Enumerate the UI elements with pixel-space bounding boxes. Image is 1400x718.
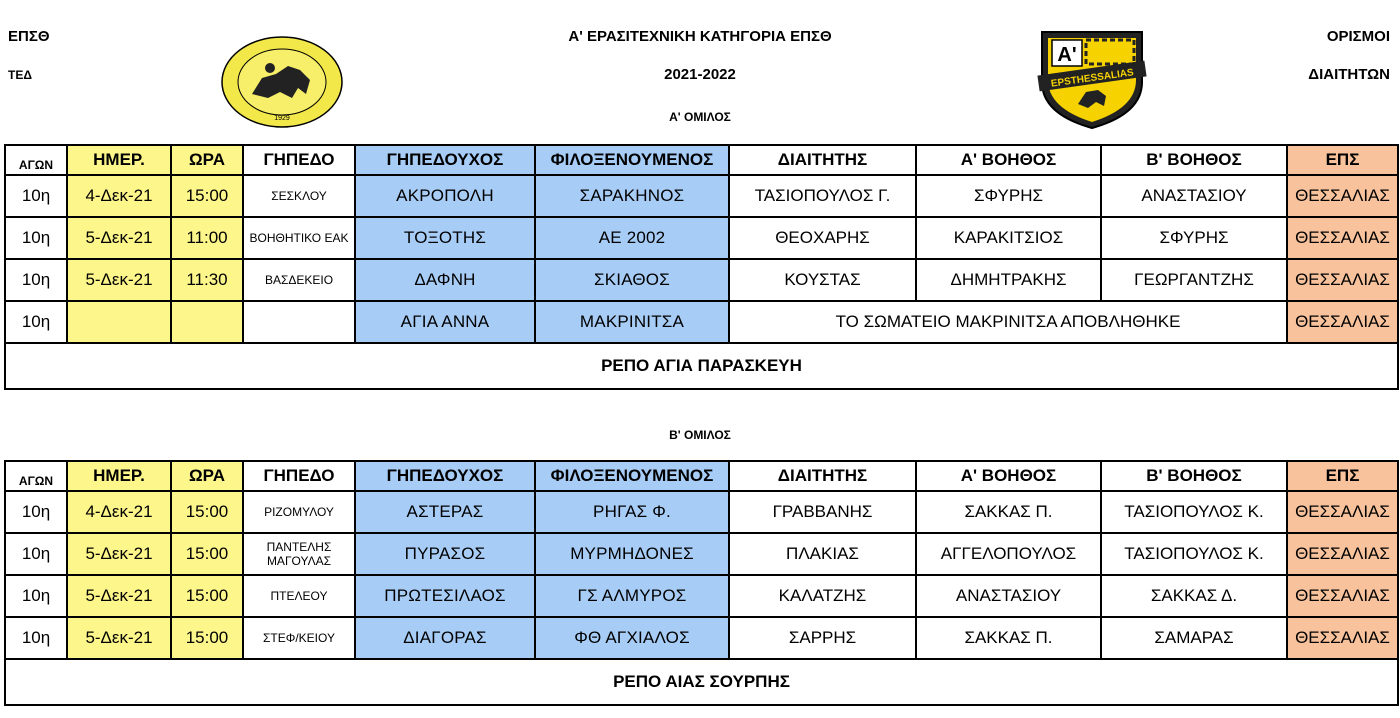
referees-label: ΔΙΑΙΤΗΤΩΝ — [1308, 66, 1390, 83]
stadium-cell: ΠΤΕΛΕΟΥ — [243, 575, 355, 617]
shield-letter: Α' — [1057, 44, 1077, 66]
col-header-round: ΑΓΩΝ — [5, 145, 67, 175]
referee-cell: ΣΑΡΡΗΣ — [729, 617, 916, 659]
table-row — [5, 259, 1398, 301]
home-team-cell: ΑΓΙΑ ΑΝΝΑ — [355, 301, 535, 343]
season: 2021-2022 — [664, 66, 736, 83]
home-team-cell: ΔΙΑΓΟΡΑΣ — [355, 617, 535, 659]
stadium-cell: ΒΑΣΔΕΚΕΙΟ — [243, 259, 355, 301]
table-row — [5, 491, 1398, 533]
eps-cell: ΘΕΣΣΑΛΙΑΣ — [1287, 617, 1398, 659]
assistant1-cell: ΣΦΥΡΗΣ — [916, 175, 1101, 217]
col-header-time: ΩΡΑ — [171, 461, 243, 491]
away-team-cell: ΡΗΓΑΣ Φ. — [535, 491, 729, 533]
home-team-cell: ΑΚΡΟΠΟΛΗ — [355, 175, 535, 217]
col-header-away: ΦΙΛΟΞΕΝΟΥΜΕΝΟΣ — [535, 461, 729, 491]
bye-row — [5, 659, 1398, 705]
date-cell: 4-Δεκ-21 — [67, 491, 171, 533]
time-cell-empty — [171, 301, 243, 343]
assistant2-cell: ΤΑΣΙΟΠΟΥΛΟΣ Κ. — [1101, 491, 1287, 533]
round-cell: 10η — [5, 575, 67, 617]
referee-cell: ΘΕΟΧΑΡΗΣ — [729, 217, 916, 259]
home-team-cell: ΤΟΞΟΤΗΣ — [355, 217, 535, 259]
committee-label: ΤΕΔ — [8, 68, 32, 82]
eps-cell: ΘΕΣΣΑΛΙΑΣ — [1287, 575, 1398, 617]
round-cell: 10η — [5, 301, 67, 343]
home-team-cell: ΔΑΦΝΗ — [355, 259, 535, 301]
stadium-cell: ΣΕΣΚΛΟΥ — [243, 175, 355, 217]
col-header-time: ΩΡΑ — [171, 145, 243, 175]
page-title: Α' ΕΡΑΣΙΤΕΧΝΙΚΗ ΚΑΤΗΓΟΡΙΑ ΕΠΣΘ — [568, 28, 832, 45]
assignments-label: ΟΡΙΣΜΟΙ — [1326, 28, 1390, 45]
table-row — [5, 617, 1398, 659]
table-row — [5, 217, 1398, 259]
referee-cell: ΠΛΑΚΙΑΣ — [729, 533, 916, 575]
bye-team-note: ΡΕΠΟ ΑΓΙΑ ΠΑΡΑΣΚΕΥΗ — [5, 343, 1398, 389]
assistant2-cell: ΑΝΑΣΤΑΣΙΟΥ — [1101, 175, 1287, 217]
eps-cell: ΘΕΣΣΑΛΙΑΣ — [1287, 259, 1398, 301]
time-cell: 15:00 — [171, 575, 243, 617]
eps-cell: ΘΕΣΣΑΛΙΑΣ — [1287, 491, 1398, 533]
table-header-row — [5, 145, 1398, 175]
group-b-title: Β' ΟΜΙΛΟΣ — [669, 428, 731, 442]
eps-cell: ΘΕΣΣΑΛΙΑΣ — [1287, 533, 1398, 575]
stadium-cell: ΣΤΕΦ/ΚΕΙΟΥ — [243, 617, 355, 659]
eps-cell: ΘΕΣΣΑΛΙΑΣ — [1287, 217, 1398, 259]
referee-cell: ΚΑΛΑΤΖΗΣ — [729, 575, 916, 617]
eps-cell: ΘΕΣΣΑΛΙΑΣ — [1287, 301, 1398, 343]
shield-band: EPSTHESSALIAS — [1050, 67, 1135, 90]
assistant1-cell: ΣΑΚΚΑΣ Π. — [916, 617, 1101, 659]
time-cell: 11:30 — [171, 259, 243, 301]
col-header-assistant2: Β' ΒΟΗΘΟΣ — [1101, 145, 1287, 175]
round-cell: 10η — [5, 491, 67, 533]
away-team-cell: ΓΣ ΑΛΜΥΡΟΣ — [535, 575, 729, 617]
expulsion-note: ΤΟ ΣΩΜΑΤΕΙΟ ΜΑΚΡΙΝΙΤΣΑ ΑΠΟΒΛΗΘΗΚΕ — [729, 301, 1287, 343]
group-a-title: Α' ΟΜΙΛΟΣ — [669, 110, 731, 124]
table-row-expelled — [5, 301, 1398, 343]
col-header-home: ΓΗΠΕΔΟΥΧΟΣ — [355, 461, 535, 491]
away-team-cell: ΣΚΙΑΘΟΣ — [535, 259, 729, 301]
referee-cell: ΓΡΑΒΒΑΝΗΣ — [729, 491, 916, 533]
assistant2-cell: ΤΑΣΙΟΠΟΥΛΟΣ Κ. — [1101, 533, 1287, 575]
home-team-cell: ΑΣΤΕΡΑΣ — [355, 491, 535, 533]
time-cell: 11:00 — [171, 217, 243, 259]
assistant2-cell: ΓΕΩΡΓΑΝΤΖΗΣ — [1101, 259, 1287, 301]
assistant2-cell: ΣΑΚΚΑΣ Δ. — [1101, 575, 1287, 617]
col-header-referee: ΔΙΑΙΤΗΤΗΣ — [729, 461, 916, 491]
assistant2-cell: ΣΦΥΡΗΣ — [1101, 217, 1287, 259]
col-header-stadium: ΓΗΠΕΔΟ — [243, 145, 355, 175]
col-header-referee: ΔΙΑΙΤΗΤΗΣ — [729, 145, 916, 175]
col-header-stadium: ΓΗΠΕΔΟ — [243, 461, 355, 491]
round-cell: 10η — [5, 175, 67, 217]
col-header-home: ΓΗΠΕΔΟΥΧΟΣ — [355, 145, 535, 175]
table-row — [5, 533, 1398, 575]
col-header-round: ΑΓΩΝ — [5, 461, 67, 491]
org-label: ΕΠΣΘ — [8, 28, 50, 45]
bye-row — [5, 343, 1398, 389]
date-cell: 5-Δεκ-21 — [67, 617, 171, 659]
away-team-cell: ΜΥΡΜΗΔΟΝΕΣ — [535, 533, 729, 575]
stadium-cell-empty — [243, 301, 355, 343]
away-team-cell: ΣΑΡΑΚΗΝΟΣ — [535, 175, 729, 217]
away-team-cell: ΜΑΚΡΙΝΙΤΣΑ — [535, 301, 729, 343]
assistant1-cell: ΑΓΓΕΛΟΠΟΥΛΟΣ — [916, 533, 1101, 575]
date-cell: 5-Δεκ-21 — [67, 217, 171, 259]
bye-team-note: ΡΕΠΟ ΑΙΑΣ ΣΟΥΡΠΗΣ — [5, 659, 1398, 705]
assistant1-cell: ΔΗΜΗΤΡΑΚΗΣ — [916, 259, 1101, 301]
away-team-cell: ΑΕ 2002 — [535, 217, 729, 259]
assistant1-cell: ΚΑΡΑΚΙΤΣΙΟΣ — [916, 217, 1101, 259]
col-header-date: ΗΜΕΡ. — [67, 461, 171, 491]
assistant1-cell: ΣΑΚΚΑΣ Π. — [916, 491, 1101, 533]
date-cell-empty — [67, 301, 171, 343]
time-cell: 15:00 — [171, 175, 243, 217]
referee-cell: ΚΟΥΣΤΑΣ — [729, 259, 916, 301]
referee-cell: ΤΑΣΙΟΠΟΥΛΟΣ Γ. — [729, 175, 916, 217]
table-row — [5, 575, 1398, 617]
stadium-cell: ΡΙΖΟΜΥΛΟΥ — [243, 491, 355, 533]
group-a-table — [4, 144, 1399, 390]
time-cell: 15:00 — [171, 491, 243, 533]
col-header-assistant1: Α' ΒΟΗΘΟΣ — [916, 145, 1101, 175]
time-cell: 15:00 — [171, 617, 243, 659]
round-cell: 10η — [5, 533, 67, 575]
assistant1-cell: ΑΝΑΣΤΑΣΙΟΥ — [916, 575, 1101, 617]
date-cell: 5-Δεκ-21 — [67, 259, 171, 301]
col-header-assistant2: Β' ΒΟΗΘΟΣ — [1101, 461, 1287, 491]
round-cell: 10η — [5, 217, 67, 259]
round-cell: 10η — [5, 617, 67, 659]
stadium-cell: ΒΟΗΘΗΤΙΚΟ ΕΑΚ — [243, 217, 355, 259]
col-header-eps: ΕΠΣ — [1287, 145, 1398, 175]
group-b-table — [4, 460, 1399, 706]
col-header-assistant1: Α' ΒΟΗΘΟΣ — [916, 461, 1101, 491]
date-cell: 4-Δεκ-21 — [67, 175, 171, 217]
col-header-date: ΗΜΕΡ. — [67, 145, 171, 175]
away-team-cell: ΦΘ ΑΓΧΙΑΛΟΣ — [535, 617, 729, 659]
time-cell: 15:00 — [171, 533, 243, 575]
table-row — [5, 175, 1398, 217]
stadium-cell: ΠΑΝΤΕΛΗΣ ΜΑΓΟΥΛΑΣ — [243, 533, 355, 575]
round-cell: 10η — [5, 259, 67, 301]
table-header-row — [5, 461, 1398, 491]
col-header-away: ΦΙΛΟΞΕΝΟΥΜΕΝΟΣ — [535, 145, 729, 175]
date-cell: 5-Δεκ-21 — [67, 575, 171, 617]
date-cell: 5-Δεκ-21 — [67, 533, 171, 575]
eps-cell: ΘΕΣΣΑΛΙΑΣ — [1287, 175, 1398, 217]
assistant2-cell: ΣΑΜΑΡΑΣ — [1101, 617, 1287, 659]
home-team-cell: ΠΥΡΑΣΟΣ — [355, 533, 535, 575]
home-team-cell: ΠΡΩΤΕΣΙΛΑΟΣ — [355, 575, 535, 617]
seal-year: 1929 — [274, 115, 290, 122]
col-header-eps: ΕΠΣ — [1287, 461, 1398, 491]
